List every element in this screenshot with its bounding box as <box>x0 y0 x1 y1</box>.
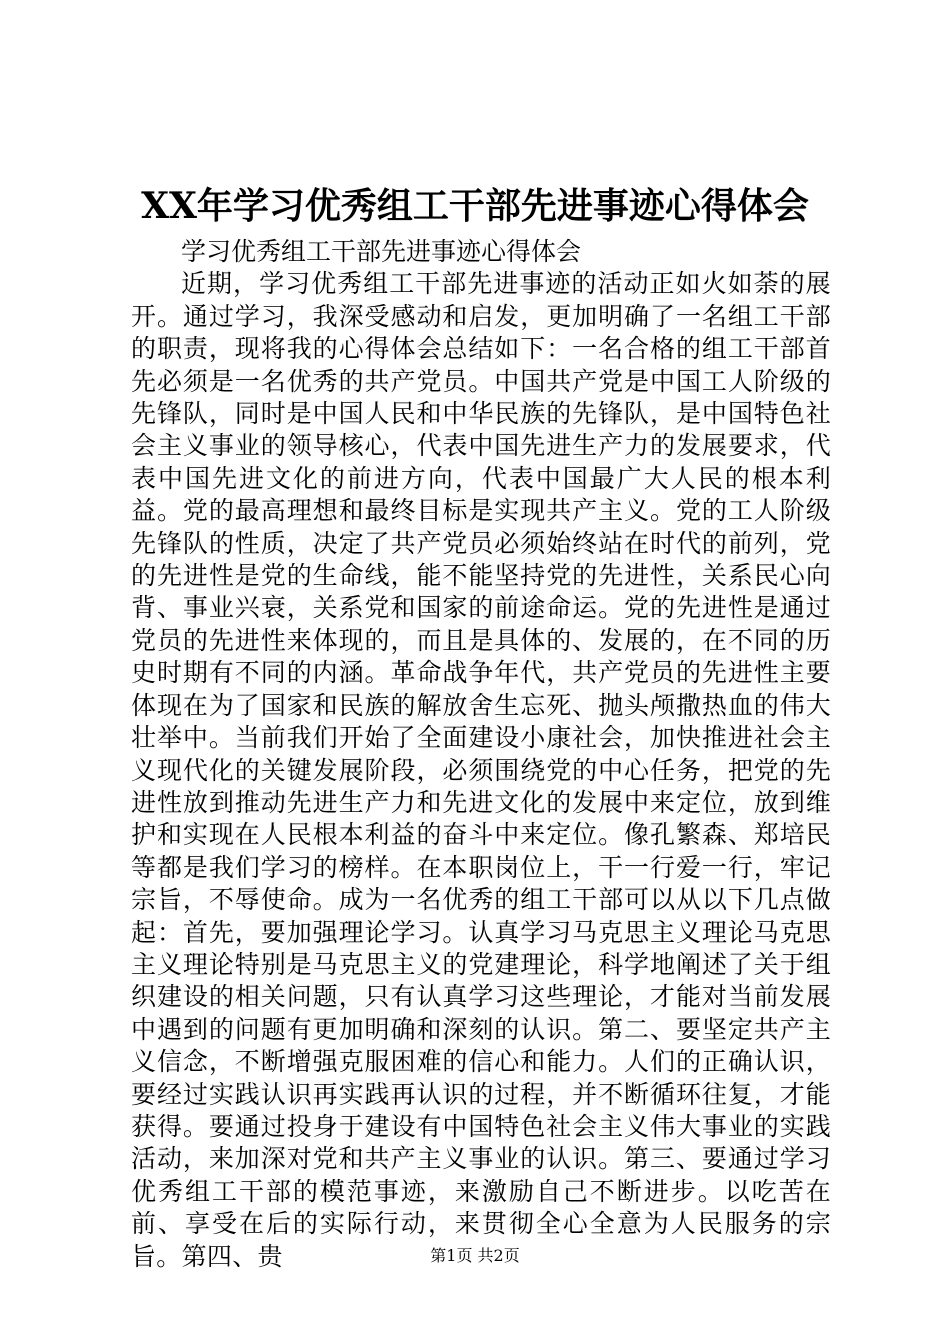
document-subtitle: 学习优秀组工干部先进事迹心得体会 <box>181 237 582 266</box>
body-paragraph: 近期，学习优秀组工干部先进事迹的活动正如火如荼的展开。通过学习，我深受感动和启发，更加明确了一名组工干部的职责，现将我的心得体会总结如下：一名合格的组工干部首先必须是一名优秀的共产党员。中国共产党是中国工人阶级的先锋队，同时是中国人民和中华民族的先锋队，是中国特色社会主义事业的领导核心，代表中国先进生产力的发展要求，代表中国先进文化的前进方向，代表中国最广大人民的根本利益。党的最高理想和最终目标是实现共产主义。党的工人阶级先锋队的性质，决定了共产党员必须始终站在时代的前列，党的先进性是党的生命线，能不能坚持党的先进性，关系民心向背、事业兴衰，关系党和国家的前途命运。党的先进性是通过党员的先进性来体现的，而且是具体的、发展的，在不同的历史时期有不同的内涵。革命战争年代，共产党员的先进性主要体现在为了国家和民族的解放舍生忘死、抛头颅撒热血的伟大壮举中。当前我们开始了全面建设小康社会，加快推进社会主义现代化的关键发展阶段，必须围绕党的中心任务，把党的先进性放到推动先进生产力和先进文化的发展中来定位，放到维护和实现在人民根本利益的奋斗中来定位。像孔繁森、郑培民等都是我们学习的榜样。在本职岗位上，干一行爱一行，牢记宗旨，不辱使命。成为一名优秀的组工干部可以从以下几点做起：首先，要加强理论学习。认真学习马克思主义理论马克思主义理论特别是马克思主义的党建理论，科学地阐述了关于组织建设的相关问题，只有认真学习这些理论，才能对当前发展中遇到的问题有更加明确和深刻的认识。第二、要坚定共产主义信念，不断增强克服困难的信心和能力。人们的正确认识，要经过实践认识再实践再认识的过程，并不断循环往复，才能获得。要通过投身于建设有中国特色社会主义伟大事业的实践活动，来加深对党和共产主义事业的认识。第三、要通过学习优秀组工干部的模范事迹，来激励自己不断进步。以吃苦在前、享受在后的实际行动，来贯彻全心全意为人民服务的宗旨。第四、贵 <box>131 269 831 1271</box>
page-number-footer: 第1页 共2页 <box>430 1246 520 1265</box>
document-title: XX年学习优秀组工干部先进事迹心得体会 <box>141 185 809 227</box>
document-body <box>131 236 831 1273</box>
